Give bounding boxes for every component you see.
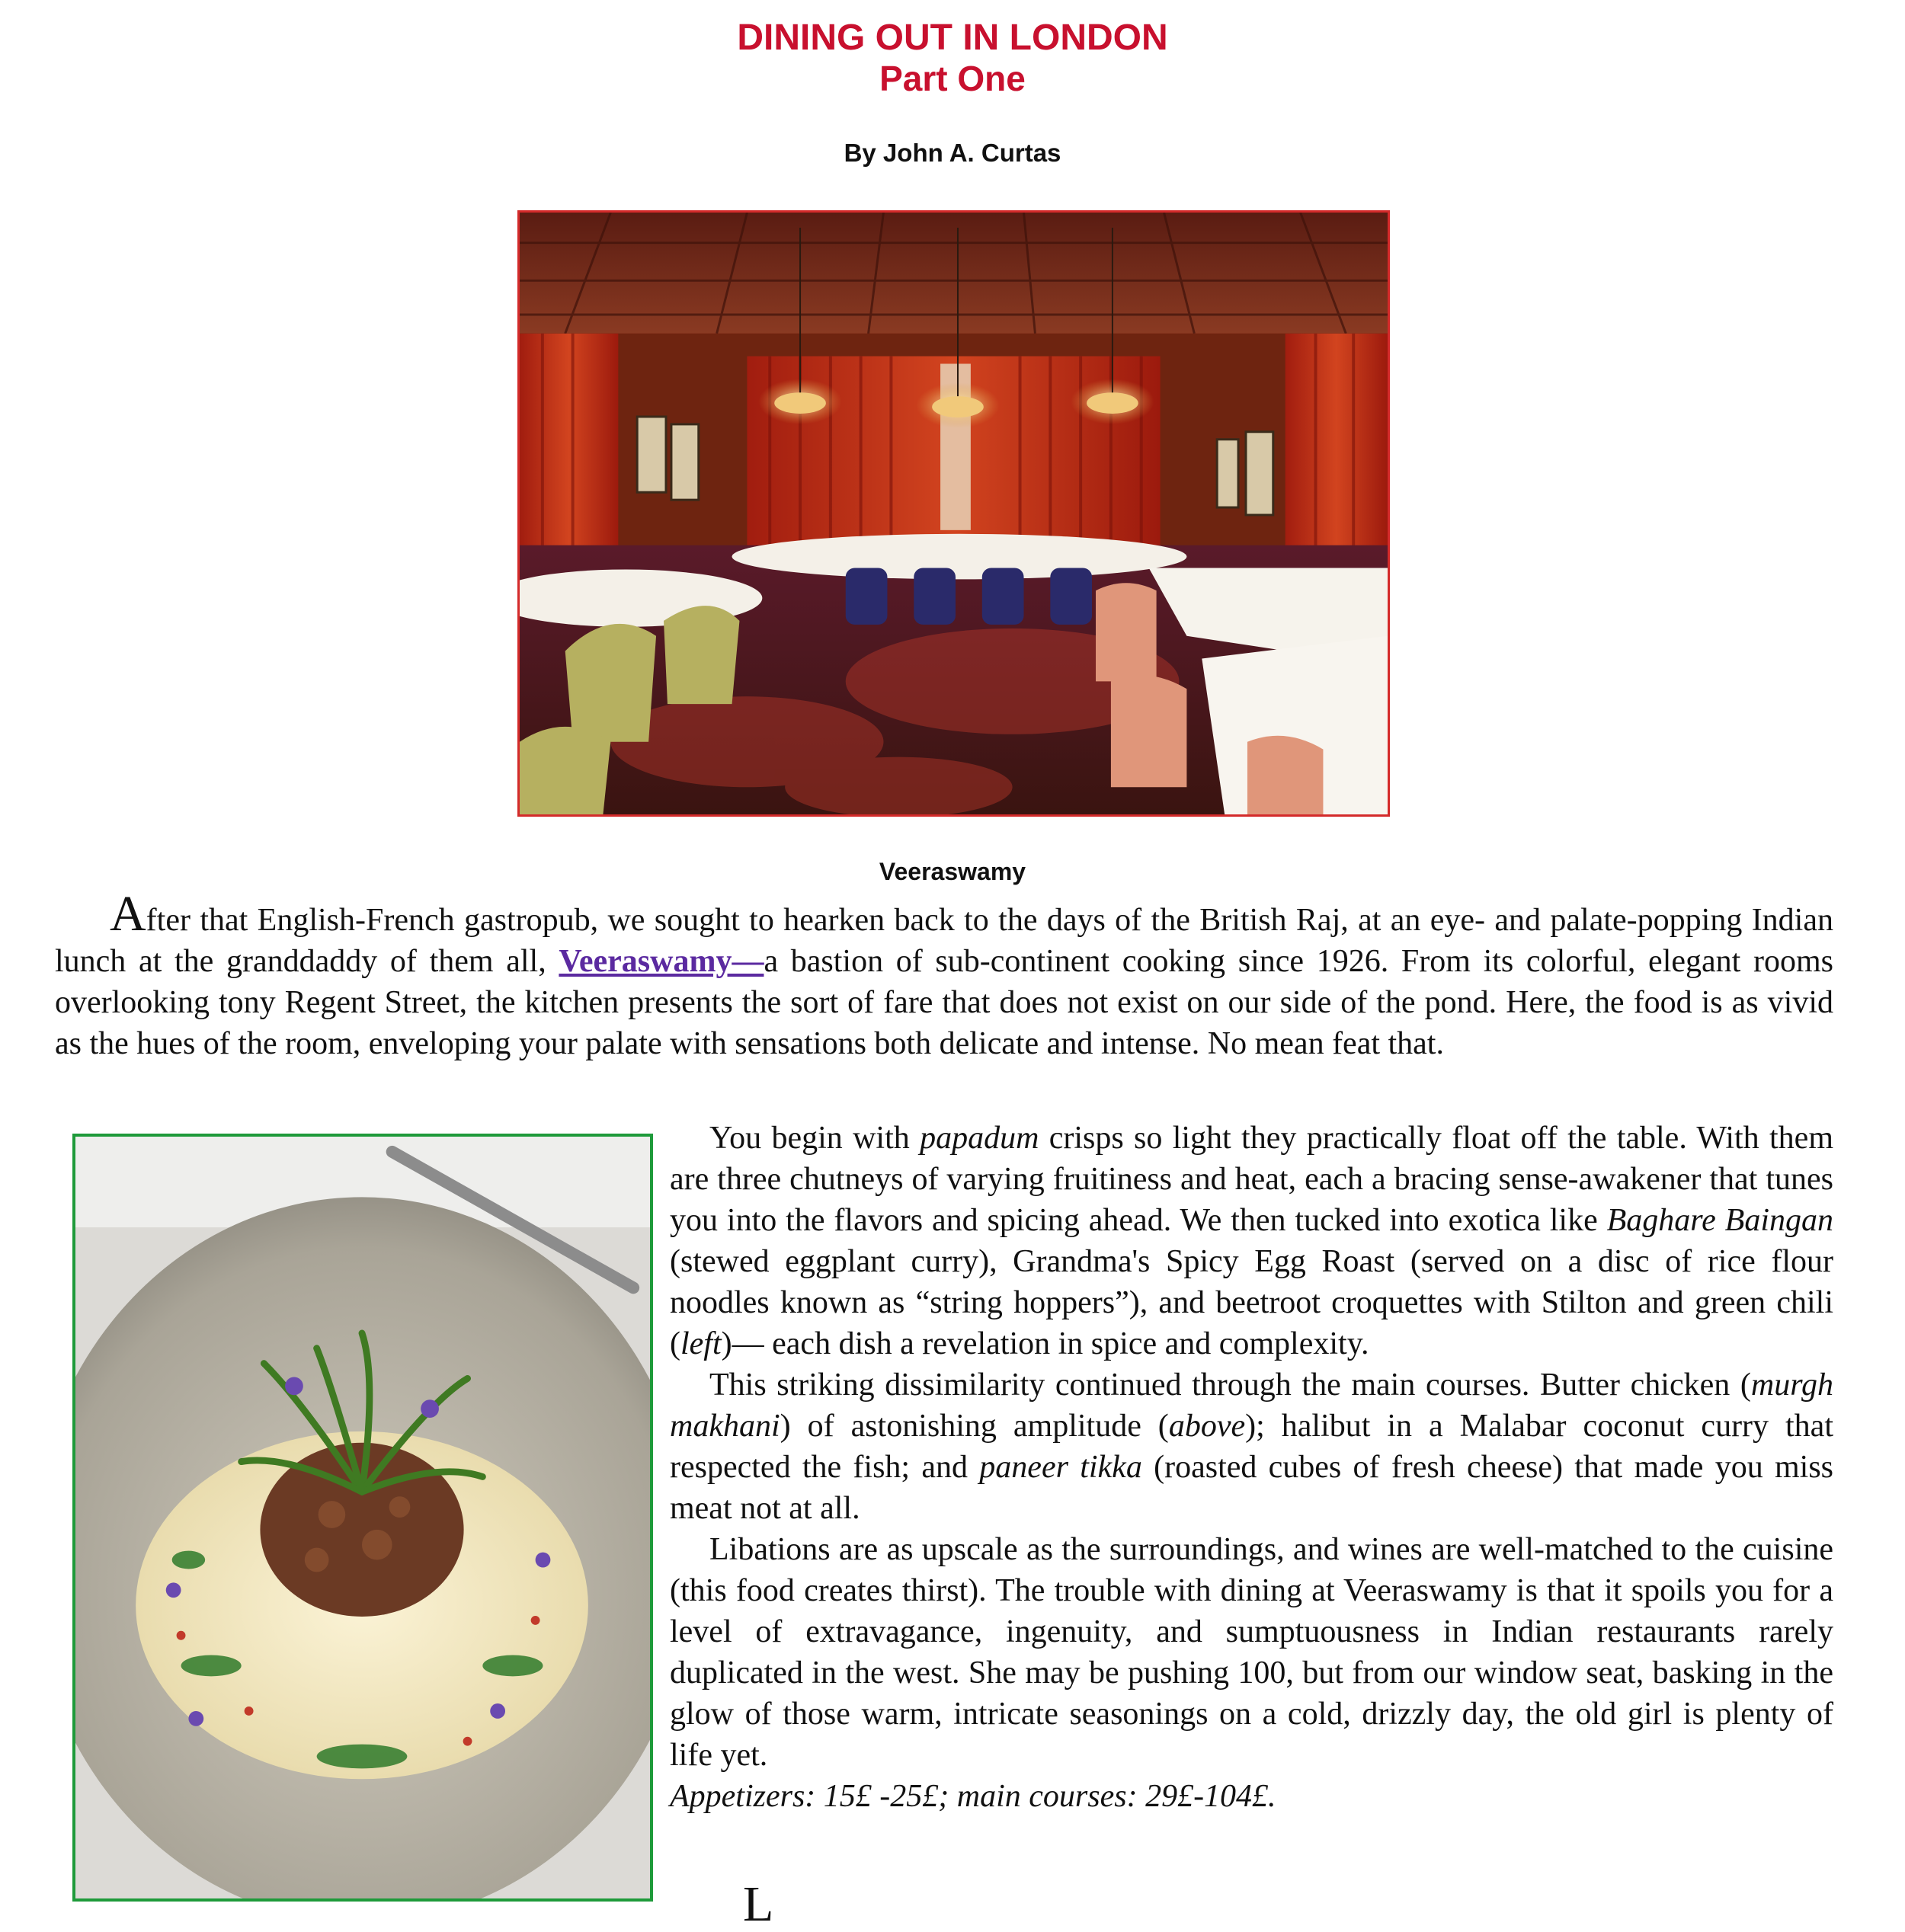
text-run: ) of astonishing amplitude (	[780, 1409, 1169, 1444]
veeraswamy-link[interactable]: Veeraswamy—	[559, 944, 764, 979]
text-run: crisps so light they practically float off the table. With them are three chutneys of varying fruitiness and heat, each a bracing sense-awakener that tunes you into the flavors and spicing ahead. We then tucked into exotica like	[670, 1121, 1833, 1238]
photo-caption: Veeraswamy	[879, 858, 1026, 885]
italic-term: above	[1168, 1409, 1246, 1444]
text-run: (roasted cubes of fresh cheese) that made you miss meat not at all.	[670, 1450, 1834, 1526]
beetroot-croquette-photo	[72, 1134, 653, 1902]
intro-paragraph	[55, 886, 1833, 1064]
article-body	[670, 1118, 1833, 1817]
italic-term: left	[680, 1326, 722, 1361]
intro-text-end: a bastion of sub-continent cooking since 1926. From its colorful, elegant rooms overlooking tony Regent Street, the kitchen presents the sort of fare that does not exist on our side of the pond. Here, the food is as vivid as the hues of the room, enveloping your palate with sensations both delicate and intense. No mean feat that.	[55, 944, 1833, 1061]
restaurant-interior-photo	[517, 210, 1390, 817]
text-run: This striking dissimilarity continued through the main courses. Butter chicken (	[709, 1367, 1751, 1403]
croquette-dish-illustration	[75, 1137, 650, 1898]
italic-term: Baghare Baingan	[1606, 1203, 1833, 1238]
drop-cap: A	[110, 886, 146, 942]
byline: By John A. Curtas	[844, 139, 1061, 167]
article-subtitle: Part One	[879, 59, 1026, 98]
text-run: )— each dish a revelation in spice and complexity.	[721, 1326, 1369, 1361]
text-run: You begin with	[709, 1121, 920, 1156]
italic-term: papadum	[920, 1121, 1039, 1156]
text-run: (stewed eggplant curry), Grandma's Spicy Egg Roast (served on a disc of rice flour noodles known as “string hoppers”), and beetroot croquettes with Stilton and green chili (	[670, 1244, 1833, 1361]
text-run: ); halibut in a Malabar coconut curry that respected the fish; and	[670, 1409, 1833, 1485]
italic-term: paneer tikka	[979, 1450, 1142, 1485]
article-title: DINING OUT IN LONDON	[737, 18, 1168, 58]
body-paragraph	[670, 1364, 1833, 1529]
restaurant-interior-illustration	[520, 213, 1388, 814]
body-paragraph	[670, 1118, 1833, 1364]
body-paragraph: Libations are as upscale as the surroundings, and wines are well-matched to the cuisine (this food creates thirst). The trouble with dining at Veeraswamy is that it spoils you for a level of extravagance, ingenuity, and sumptuousness in Indian restaurants rarely duplicated in the west. She may be pushing 100, but from our window seat, basking in the glow of those warm, intricate seasonings on a cold, drizzly day, the old girl is plenty of life yet.	[670, 1532, 1833, 1773]
intro-text-start: fter that English-French gastropub, we sought to hearken back to the days of the British Raj, at an eye- and palate-popping Indian lunch at the granddaddy of them all,	[55, 903, 1833, 979]
price-range: Appetizers: 15£ -25£; main courses: 29£-104£.	[670, 1779, 1276, 1814]
next-section-drop-cap: L	[743, 1876, 774, 1932]
italic-term: murgh makhani	[670, 1367, 1833, 1444]
